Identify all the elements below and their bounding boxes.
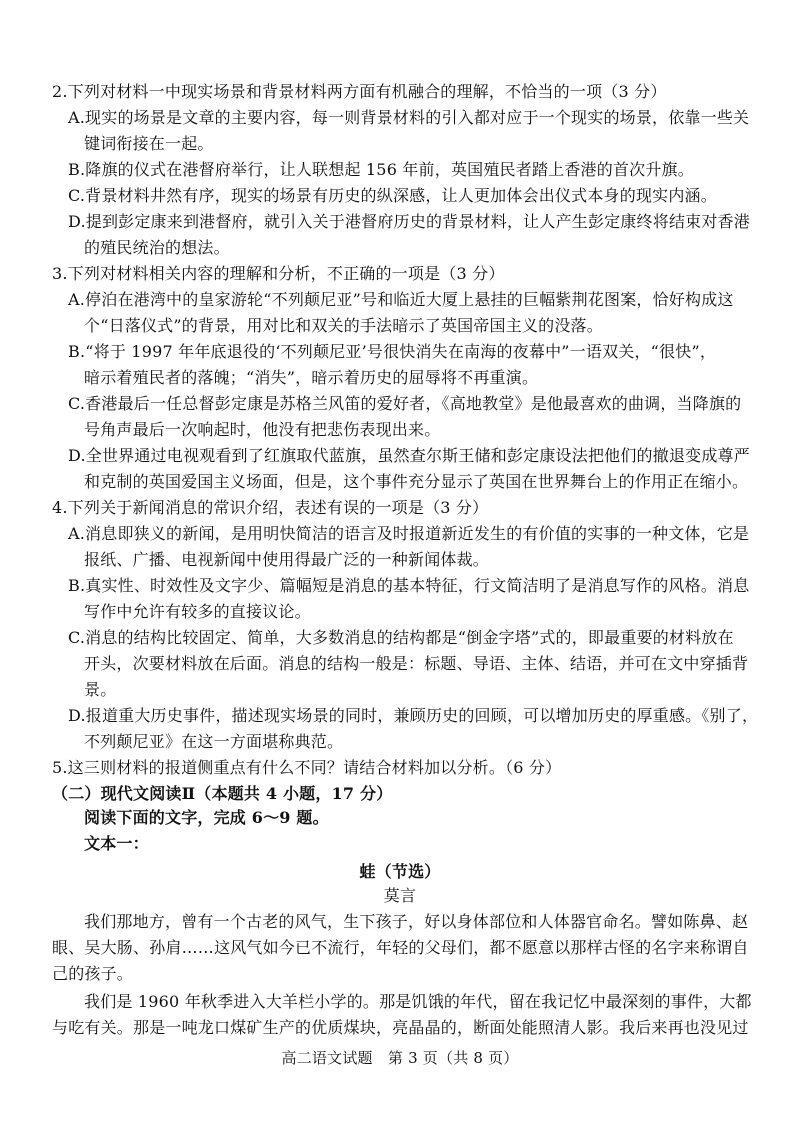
q4-option-c-cont2: 景。: [84, 680, 117, 699]
q4-option-a: A.消息即狭义的新闻，是用明快简洁的语言及时报道新近发生的有价值的实事的一种文体，它是: [68, 524, 750, 543]
article-paragraph-1-cont: 眼、吴大肠、孙肩……这风气如今已不流行，年轻的父母们，都不愿意以那样古怪的名字来称谓自: [52, 938, 749, 957]
q4-option-b: B.真实性、时效性及文字少、篇幅短是消息的基本特征，行文简洁明了是消息写作的风格。消息: [68, 576, 750, 595]
q2-option-d-cont: 的殖民统治的想法。: [84, 238, 230, 257]
q2-option-b: B.降旗的仪式在港督府举行，让人联想起 156 年前，英国殖民者踏上香港的首次升旗。: [68, 160, 694, 179]
q3-option-c-cont: 号角声最后一次响起时，他没有把悲伤表现出来。: [84, 420, 441, 439]
article-paragraph-1-cont2: 己的孩子。: [52, 964, 134, 983]
q3-option-a-cont: 个“日落仪式”的背景，用对比和双关的手法暗示了英国帝国主义的没落。: [84, 316, 603, 335]
q4-option-c-cont: 开头，次要材料放在后面。消息的结构一般是：标题、导语、主体、结语，并可在文中穿插背: [84, 654, 749, 673]
q2-stem: 2.下列对材料一中现实场景和背景材料两方面有机融合的理解，不恰当的一项（3 分）: [52, 82, 667, 101]
q3-option-b: B.“将于 1997 年年底退役的‘不列颠尼亚’号很快消失在南海的夜幕中”一语双关，“很快”，: [68, 342, 717, 361]
q4-option-c: C.消息的结构比较固定、简单，大多数消息的结构都是“倒金字塔”式的，即最重要的材料放在: [68, 628, 734, 647]
section-heading: （二）现代文阅读Ⅱ（本题共 4 小题，17 分）: [52, 784, 393, 803]
q3-option-a: A.停泊在港湾中的皇家游轮“不列颠尼亚”号和临近大厦上悬挂的巨幅紫荆花图案，恰好构成这: [68, 290, 734, 309]
q4-option-d: D.报道重大历史事件，描述现实场景的同时，兼顾历史的回顾，可以增加历史的厚重感。《别了，: [68, 706, 759, 725]
q4-option-a-cont: 报纸、广播、电视新闻中使用得最广泛的一种新闻体裁。: [84, 550, 490, 569]
q2-option-a: A.现实的场景是文章的主要内容，每一则背景材料的引入都对应于一个现实的场景，依靠一些关: [68, 108, 750, 127]
q3-stem: 3.下列对材料相关内容的理解和分析，不正确的一项是（3 分）: [52, 264, 505, 283]
q4-option-b-cont: 写作中允许有较多的直接议论。: [84, 602, 311, 621]
q4-option-d-cont: 不列颠尼亚》在这一方面堪称典范。: [84, 732, 344, 751]
article-paragraph-2: 我们是 1960 年秋季进入大羊栏小学的。那是饥饿的年代，留在我记忆中最深刻的事件，大都: [84, 992, 752, 1011]
article-paragraph-1: 我们那地方，曾有一个古老的风气，生下孩子，好以身体部位和人体器官命名。譬如陈鼻、赵: [84, 912, 749, 931]
q5-stem: 5.这三则材料的报道侧重点有什么不同？请结合材料加以分析。（6 分）: [52, 758, 562, 777]
q3-option-d-cont: 和克制的英国爱国主义场面，但是，这个事件充分显示了英国在世界舞台上的作用正在缩小。: [84, 472, 749, 491]
q2-option-c: C.背景材料井然有序，现实的场景有历史的纵深感，让人更加体会出仪式本身的现实内涵。: [68, 186, 717, 205]
q3-option-c: C.香港最后一任总督彭定康是苏格兰风笛的爱好者，《高地教堂》是他最喜欢的曲调，当降旗的: [68, 394, 742, 413]
page-footer: 高二语文试题 第 3 页（共 8 页）: [281, 1049, 519, 1067]
q3-option-d: D.全世界通过电视观看到了红旗取代蓝旗，虽然查尔斯王储和彭定康设法把他们的撤退变成尊严: [68, 446, 750, 465]
article-title: 蛙（节选）: [359, 862, 441, 881]
q4-stem: 4.下列关于新闻消息的常识介绍，表述有误的一项是（3 分）: [52, 498, 489, 517]
q2-option-d: D.提到彭定康来到港督府，就引入关于港督府历史的背景材料，让人产生彭定康终将结束对香港: [68, 212, 750, 231]
article-author: 莫言: [383, 886, 417, 905]
article-paragraph-2-cont: 与吃有关。那是一吨龙口煤矿生产的优质煤块，亮晶晶的，断面处能照清人影。我后来再也没见过: [52, 1018, 749, 1037]
section-instruction: 阅读下面的文字，完成 6～9 题。: [84, 808, 329, 827]
q3-option-b-cont: 暗示着殖民者的落魄；“消失”，暗示着历史的屈辱将不再重演。: [84, 368, 539, 387]
text-label: 文本一：: [84, 834, 149, 853]
q2-option-a-cont: 键词衔接在一起。: [84, 134, 214, 153]
